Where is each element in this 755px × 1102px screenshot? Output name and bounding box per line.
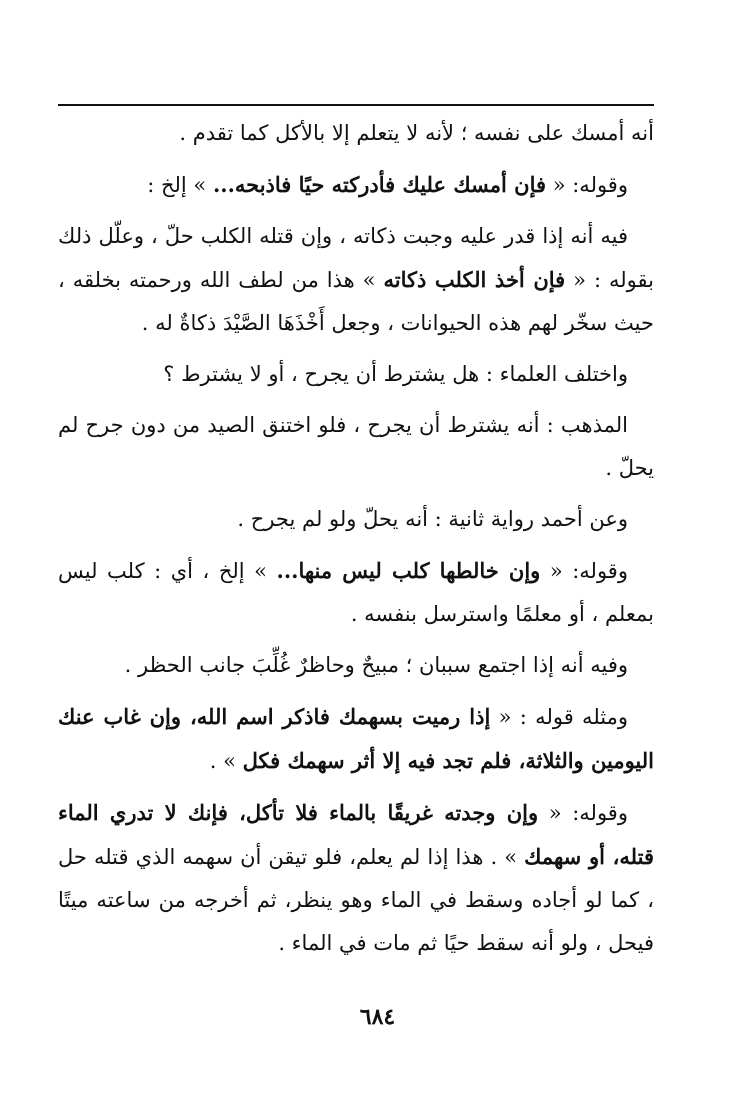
hadith-quote: وإن وجدته غريقًا بالماء فلا تأكل، فإنك لا تدري الماء قتله، أو سهمك	[58, 800, 655, 869]
paragraph-4	[58, 353, 654, 396]
text-segment: فيه أنه إذا قدر عليه وجبت ذكاته ، وإن قتله الكلب حلّ ، وعلّل ذلك بقوله : «	[58, 224, 654, 292]
hadith-quote: وإن خالطها كلب ليس منها...	[276, 558, 541, 583]
text-segment: واختلف العلماء : هل يشترط أن يجرح ، أو لا يشترط ؟	[163, 362, 628, 386]
text-segment: المذهب : أنه يشترط أن يجرح ، فلو اختنق الصيد من دون جرح لم يحلّ .	[58, 413, 654, 480]
page-body	[58, 112, 654, 965]
text-segment: وقوله: «	[540, 559, 628, 583]
text-segment: وفيه أنه إذا اجتمع سببان ؛ مبيحٌ وحاظرٌ غُلِّبَ جانب الحظر .	[124, 653, 628, 677]
text-segment: وعن أحمد رواية ثانية : أنه يحلّ ولو لم يجرح .	[237, 507, 628, 531]
text-segment: أنه أمسك على نفسه ؛ لأنه لا يتعلم إلا بالأكل كما تقدم .	[179, 121, 654, 145]
page-number: ٦٨٤	[359, 1004, 396, 1030]
hadith-quote: إذا رميت بسهمك فاذكر اسم الله، وإن غاب عنك اليومين والثلاثة، فلم تجد فيه إلا أثر سهمك فكل	[58, 704, 654, 773]
text-segment: ومثله قوله : «	[490, 705, 628, 729]
paragraph-1	[58, 112, 654, 155]
text-segment: وقوله: «	[546, 173, 628, 197]
hadith-quote: فإن أمسك عليك فأدركته حيًا فاذبحه...	[212, 172, 547, 197]
paragraph-10	[58, 791, 654, 965]
paragraph-3	[58, 215, 654, 345]
paragraph-9	[58, 695, 654, 783]
paragraph-7	[58, 549, 654, 636]
text-segment: » إلخ :	[147, 173, 213, 197]
paragraph-6	[58, 498, 654, 541]
text-segment: وقوله: «	[538, 801, 628, 825]
paragraph-8	[58, 644, 654, 687]
text-segment: » إلخ ، أي : كلب ليس بمعلم ، أو معلمًا واسترسل بنفسه .	[58, 559, 654, 626]
header-rule	[58, 104, 654, 106]
text-segment: » .	[209, 749, 243, 773]
paragraph-2	[58, 163, 654, 207]
paragraph-5	[58, 404, 654, 490]
text-segment: » هذا من لطف الله ورحمته بخلقه ، حيث سخّر لهم هذه الحيوانات ، وجعل أَخْذَهَا الصَّيْدَ ذكاةٌ له .	[58, 268, 654, 335]
text-segment: » . هذا إذا لم يعلم، فلو تيقن أن سهمه الذي قتله حل ، كما لو أجاده وسقط في الماء وهو ينظر، ثم أخرجه من ساعته ميتًا فيحل ، ولو أنه سقط حيًا ثم مات في الماء .	[58, 845, 654, 955]
hadith-quote: فإن أخذ الكلب ذكاته	[383, 267, 566, 292]
